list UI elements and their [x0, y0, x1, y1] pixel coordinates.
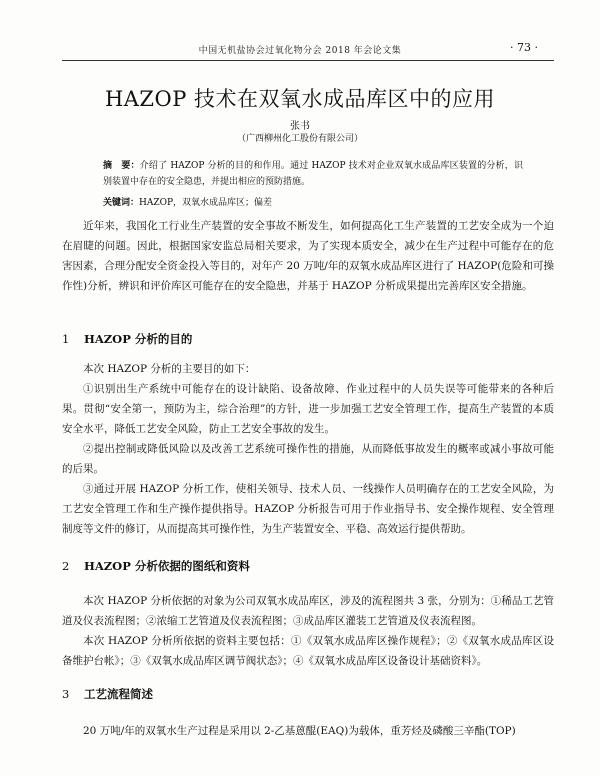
section-heading-1 — [62, 331, 192, 347]
section-heading-3 — [62, 686, 153, 702]
abstract-label: 摘 要： — [103, 161, 140, 171]
section-number: 1 — [62, 332, 70, 346]
intro-text: 近年来，我国化工行业生产装置的安全事故不断发生，如何提高化工生产装置的工艺安全成为一个迫在眉睫的问题。因此，根据国家安监总局相关要求，为了实现本质安全，减少在生产过程中可能存在的危害因素，合理分配安全资金投入等目的，对年产 20 万吨/年的双氧水成品库区进行了 HAZOP(危险和可操作性)分析，辨识和评价库区可能存在的安全隐患，并基于 HAZOP 分析成果提出完善库区安全措施。 — [62, 220, 554, 292]
paragraph: 本次 HAZOP 分析的主要目的如下： — [83, 363, 256, 375]
intro-paragraph — [62, 216, 554, 296]
section-body-3 — [62, 721, 554, 741]
header-rule — [62, 60, 554, 61]
section-title: HAZOP 分析的目的 — [84, 332, 193, 346]
affiliation: （广西柳州化工股份有限公司） — [236, 134, 363, 144]
abstract-text: 介绍了 HAZOP 分析的目的和作用。通过 HAZOP 技术对企业双氧水成品库区装置的分析，识别装置中存在的安全隐患，并提出相应的预防措施。 — [103, 161, 523, 187]
abstract — [103, 158, 523, 190]
paragraph: ③通过开展 HAZOP 分析工作，使相关领导、技术人员、一线操作人员明确存在的工艺安全风险，为工艺安全管理工作和生产操作提供指导。HAZOP 分析报告可用于作业指导书、安全操作规程、安全管理制度等文件的修订，从而提高其可操作性，为生产装置安全、平稳、高效运行提供帮助。 — [62, 483, 554, 535]
keywords — [103, 195, 523, 208]
paragraph: ①识别出生产系统中可能存在的设计缺陷、设备故障、作业过程中的人员失误等可能带来的各种后果。贯彻“安全第一，预防为主，综合治理”的方针，进一步加强工艺安全管理工作，提高生产装置的本质安全水平，降低工艺安全风险，防止工艺安全事故的发生。 — [62, 383, 554, 435]
paragraph: 20 万吨/年的双氧水生产过程是采用以 2-乙基蒽醌(EAQ)为载体，重芳烃及磷酸三辛酯(TOP) — [83, 725, 516, 737]
section-title: HAZOP 分析依据的图纸和资料 — [84, 559, 250, 573]
section-heading-2 — [62, 558, 250, 574]
section-number: 3 — [62, 687, 70, 701]
page-number: · 73 · — [510, 41, 538, 54]
article-title: HAZOP 技术在双氧水成品库区中的应用 — [104, 87, 496, 111]
keywords-text: HAZOP，双氧水成品库区；偏差 — [139, 198, 273, 208]
keywords-label: 关键词： — [103, 198, 140, 208]
paragraph: ②提出控制或降低风险以及改善工艺系统可操作性的措施，从而降低事故发生的概率或减小事故可能的后果。 — [62, 443, 554, 475]
section-body-2 — [62, 591, 554, 671]
section-body-1 — [62, 359, 554, 539]
running-header: 中国无机盐协会过氧化物分会 2018 年会论文集 — [198, 46, 402, 56]
section-number: 2 — [62, 559, 70, 573]
paragraph: 本次 HAZOP 分析依据的对象为公司双氧水成品库区，涉及的流程图共 3 张，分别为：①稀品工艺管道及仪表流程图；②浓缩工艺管道及仪表流程图；③成品库区灌装工艺管道及仪表流程图。 — [62, 595, 554, 627]
paragraph: 本次 HAZOP 分析所依据的资料主要包括：①《双氧水成品库区操作规程》；②《双氧水成品库区设备维护台帐》；③《双氧水成品库区调节阀状态》；④《双氧水成品库区设备设计基础资料》。 — [62, 635, 554, 667]
author: 张书 — [290, 121, 310, 132]
section-title: 工艺流程简述 — [84, 687, 153, 701]
